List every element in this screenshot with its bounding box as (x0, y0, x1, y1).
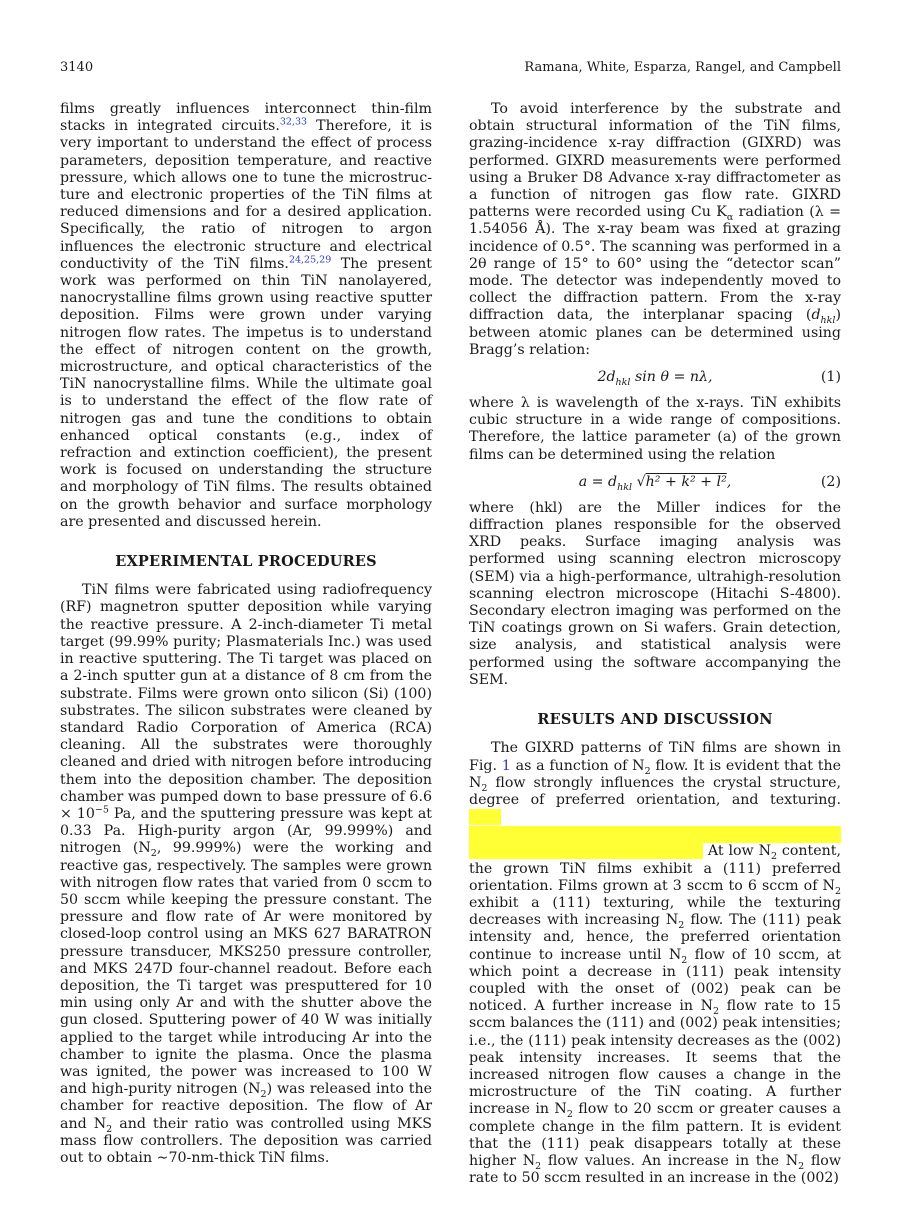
experimental-paragraph: TiN films were fabricated using radiofrequency (RF) magnetron sputter deposition while varying the reactive pressure. A 2-inch-diameter Ti metal target (99.99% purity; Plasmaterials Inc.) was used in reactive sputtering. The Ti target was placed on a 2-inch sputter gun at a distance of 8 cm from the substrate. Films were grown onto silicon (Si) (100) substrates. The silicon substrates were cleaned by standard Radio Corporation of America (RCA) cleaning. All the substrates were thoroughly cleaned and dried with nitrogen before introducing them into the deposition chamber. The deposition chamber was pumped down to base pressure of $6.6 \times 10^{-5}$ Pa, and the sputtering pressure was kept at 0.33 Pa. High-purity argon (Ar, 99.999%) and nitrogen ($N_2$, 99.999%) were the working and reactive gas, respectively. The samples were grown with nitrogen flow rates that varied from 0 sccm to 50 sccm while keeping the pressure constant. The pressure and flow rate of Ar were monitored by closed-loop control using an MKS 627 BARATRON pressure transducer, MKS250 pressure controller, and MKS 247D four-channel readout. Before each deposition, the Ti target was presputtered for 10 min using only Ar and with the shutter above the gun closed. Sputtering power of 40 W was initially applied to the target while introducing Ar into the chamber to ignite the plasma. Once the plasma was ignited, the power was increased to 100 W and high-purity nitrogen $(N_2)$ was released into the chamber for reactive deposition. The flow of Ar and $N_2$ and their ratio was controlled using MKS mass flow controllers. The deposition was carried out to obtain ∼70-nm-thick TiN films. (60, 582, 432, 1166)
highlight-mark (469, 809, 501, 825)
figure-link[interactable]: 1 (501, 757, 511, 774)
spacer (60, 531, 432, 553)
spacer (60, 570, 432, 582)
running-authors: Ramana, White, Esparza, Rangel, and Campbell (524, 60, 841, 75)
left-column (60, 101, 432, 1167)
highlight-mark (469, 843, 703, 859)
equation-2: $a = d_{hkl}$ √h² + k² + l², (2) (469, 471, 841, 493)
spacer (469, 728, 841, 740)
right-column (469, 101, 841, 1187)
equation-1: $2d_{hkl}$ sin θ = nλ, (1) (469, 366, 841, 388)
intro-paragraph: films greatly influences interconnect thin-film stacks in integrated circuits.$^{32,33}$ Therefore, it is very important to understand the effect of process parameters, deposition temperature, and reactive pressure, which allows one to tune the microstructure and electronic properties of the TiN films at reduced dimensions and for a desired application. Specifically, the ratio of nitrogen to argon influences the electronic structure and electrical conductivity of the TiN films.$^{24,25,29}$ The present work was performed on thin TiN nanolayered, nanocrystalline films grown using reactive sputter deposition. Films were grown under varying nitrogen flow rates. The impetus is to understand the effect of nitrogen content on the growth, microstructure, and optical characteristics of the TiN nanocrystalline films. While the ultimate goal is to understand the effect of the flow rate of nitrogen gas and tune the conditions to obtain enhanced optical constants (e.g., index of refraction and extinction coefficient), the present work is focused on understanding the structure and morphology of TiN films. The results obtained on the growth behavior and surface morphology are presented and discussed herein. (60, 101, 432, 530)
results-paragraph: The GIXRD patterns of TiN films are shown in Fig. 1 as a function of $N_2$ flow. It is evident that the $N_2$ flow strongly influences the crystal structure, degree of preferred orientation, and texturing. At low $N_2$ content, the grown TiN films exhibit a (111) preferred orientation. Films grown at 3 sccm to 6 sccm of $N_2$ exhibit a (111) texturing, while the texturing decreases with increasing $N_2$ flow. The (111) peak intensity and, hence, the preferred orientation continue to increase until $N_2$ flow of 10 sccm, at which point a decrease in (111) peak intensity coupled with the onset of (002) peak can be noticed. A further increase in $N_2$ flow rate to 15 sccm balances the (111) and (002) peak intensities; i.e., the (111) peak intensity decreases as the (002) peak intensity increases. It seems that the increased nitrogen flow causes a change in the microstructure of the TiN coating. A further increase in $N_2$ flow to 20 sccm or greater causes a complete change in the film pattern. It is evident that the (111) peak disappears totally at these higher $N_2$ flow values. An increase in the $N_2$ flow rate to 50 sccm resulted in an increase in the (002) (469, 740, 842, 1187)
page-number: 3140 (60, 60, 94, 75)
citation-link[interactable]: 32,33 (279, 116, 308, 128)
gixrd-paragraph: To avoid interference by the substrate and obtain structural information of the TiN films, grazing-incidence x-ray diffraction (GIXRD) was performed. GIXRD measurements were performed using a Bruker D8 Advance x-ray diffractometer as a function of nitrogen gas flow rate. GIXRD patterns were recorded using Cu $K_\alpha$ radiation (λ = 1.54056 Å). The x-ray beam was fixed at grazing incidence of 0.5°. The scanning was performed in a 2θ range of 15° to 60° using the “detector scan” mode. The detector was independently moved to collect the diffraction pattern. From the x-ray diffraction data, the interplanar spacing $(d_{hkl})$ between atomic planes can be determined using Bragg’s relation: (469, 101, 841, 358)
equation-number: (1) (820, 369, 841, 386)
lambda-paragraph: where λ is wavelength of the x-rays. TiN exhibits cubic structure in a wide range of compositions. Therefore, the lattice parameter (a) of the grown films can be determined using the relation (469, 395, 841, 463)
equation-number: (2) (820, 473, 841, 490)
spacer (469, 689, 841, 711)
sem-paragraph: where (hkl) are the Miller indices for the diffraction planes responsible for the observed XRD peaks. Surface imaging analysis was performed using scanning electron microscopy (SEM) via a high-performance, ultrahigh-resolution scanning electron microscope (Hitachi S-4800). Secondary electron imaging was performed on the TiN coatings grown on Si wafers. Grain detection, size analysis, and statistical analysis were performed using the software accompanying the SEM. (469, 499, 841, 688)
section-heading-experimental: EXPERIMENTAL PROCEDURES (115, 553, 377, 571)
highlight-mark (469, 826, 841, 843)
running-header (60, 58, 841, 78)
section-heading-results: RESULTS AND DISCUSSION (537, 711, 773, 729)
citation-link[interactable]: 24,25,29 (288, 254, 332, 266)
